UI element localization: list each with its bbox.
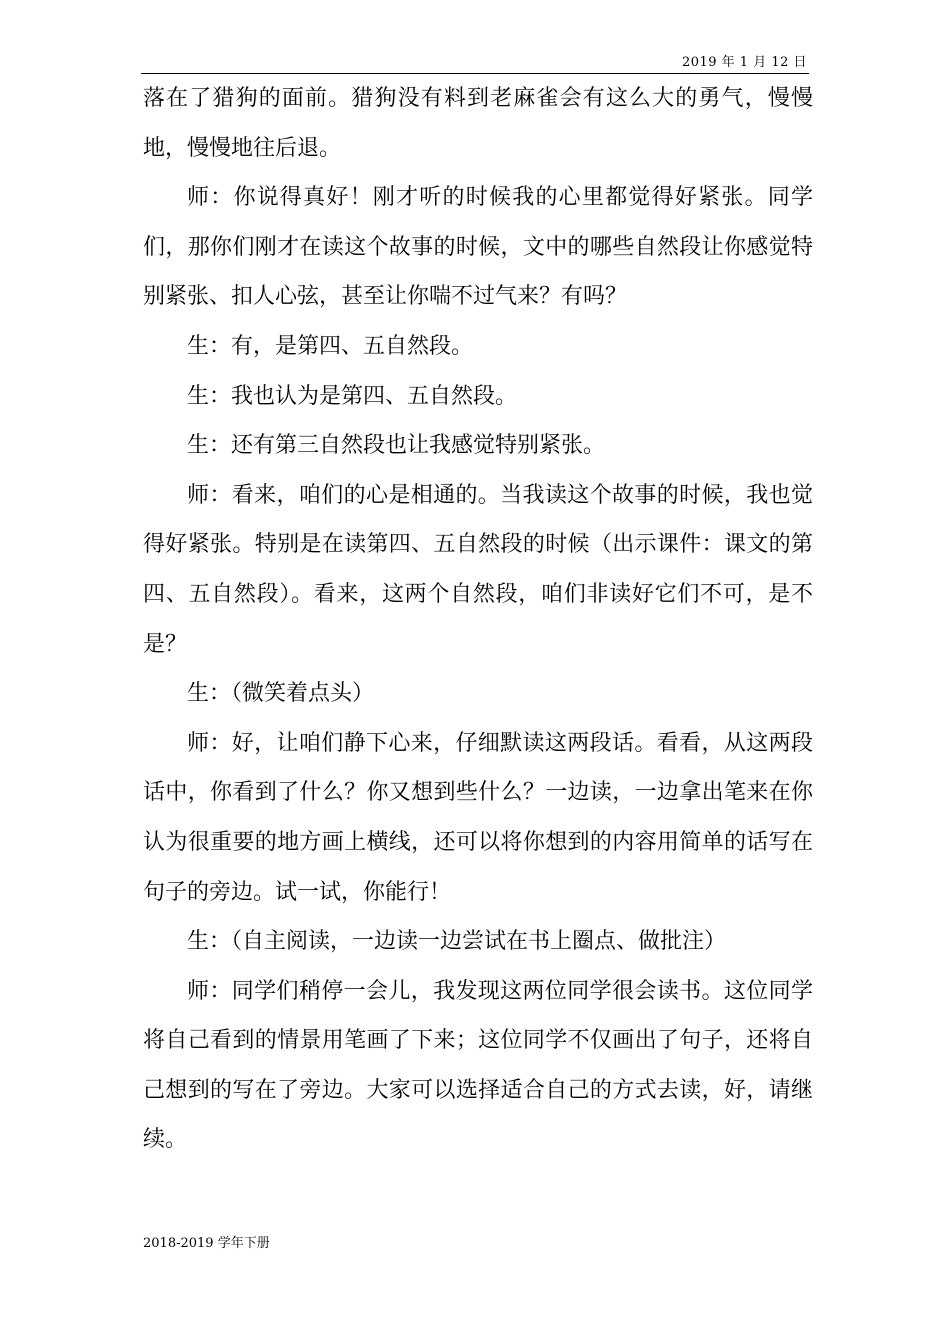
paragraph-8: 师：好，让咱们静下心来，仔细默读这两段话。看看，从这两段话中，你看到了什么？你又想到些什么？一边读，一边拿出笔来在你认为很重要的地方画上横线，还可以将你想到的内容用简单的话写在句子的旁边。试一试，你能行！: [143, 730, 813, 905]
paragraph-1: 落在了猎狗的面前。猎狗没有料到老麻雀会有这么大的勇气，慢慢地，慢慢地往后退。: [143, 86, 813, 161]
paragraph-7: 生：（微笑着点头）: [187, 681, 375, 707]
header-date: 2019 年 1 月 12 日: [681, 55, 807, 70]
paragraph-3: 生：有，是第四、五自然段。: [187, 333, 474, 359]
paragraph-5: 生：还有第三自然段也让我感觉特别紧张。: [187, 433, 606, 459]
page-header: [141, 55, 809, 74]
page-footer: 2018-2019 学年下册: [143, 1236, 270, 1251]
document-body: [143, 74, 813, 1165]
paragraph-10: 师：同学们稍停一会儿，我发现这两位同学很会读书。这位同学将自己看到的情景用笔画了下来；这位同学不仅画出了句子，还将自己想到的写在了旁边。大家可以选择适合自己的方式去读，好，请继续。: [143, 978, 813, 1153]
paragraph-6: 师：看来，咱们的心是相通的。当我读这个故事的时候，我也觉得好紧张。特别是在读第四、五自然段的时候（出示课件：课文的第四、五自然段）。看来，这两个自然段，咱们非读好它们不可，是不是？: [143, 482, 813, 657]
paragraph-4: 生：我也认为是第四、五自然段。: [187, 383, 518, 409]
paragraph-2: 师：你说得真好！刚才听的时候我的心里都觉得好紧张。同学们，那你们刚才在读这个故事的时候，文中的哪些自然段让你感觉特别紧张、扣人心弦，甚至让你喘不过气来？有吗？: [143, 185, 813, 310]
paragraph-9: 生：（自主阅读，一边读一边尝试在书上圈点、做批注）: [187, 929, 727, 955]
